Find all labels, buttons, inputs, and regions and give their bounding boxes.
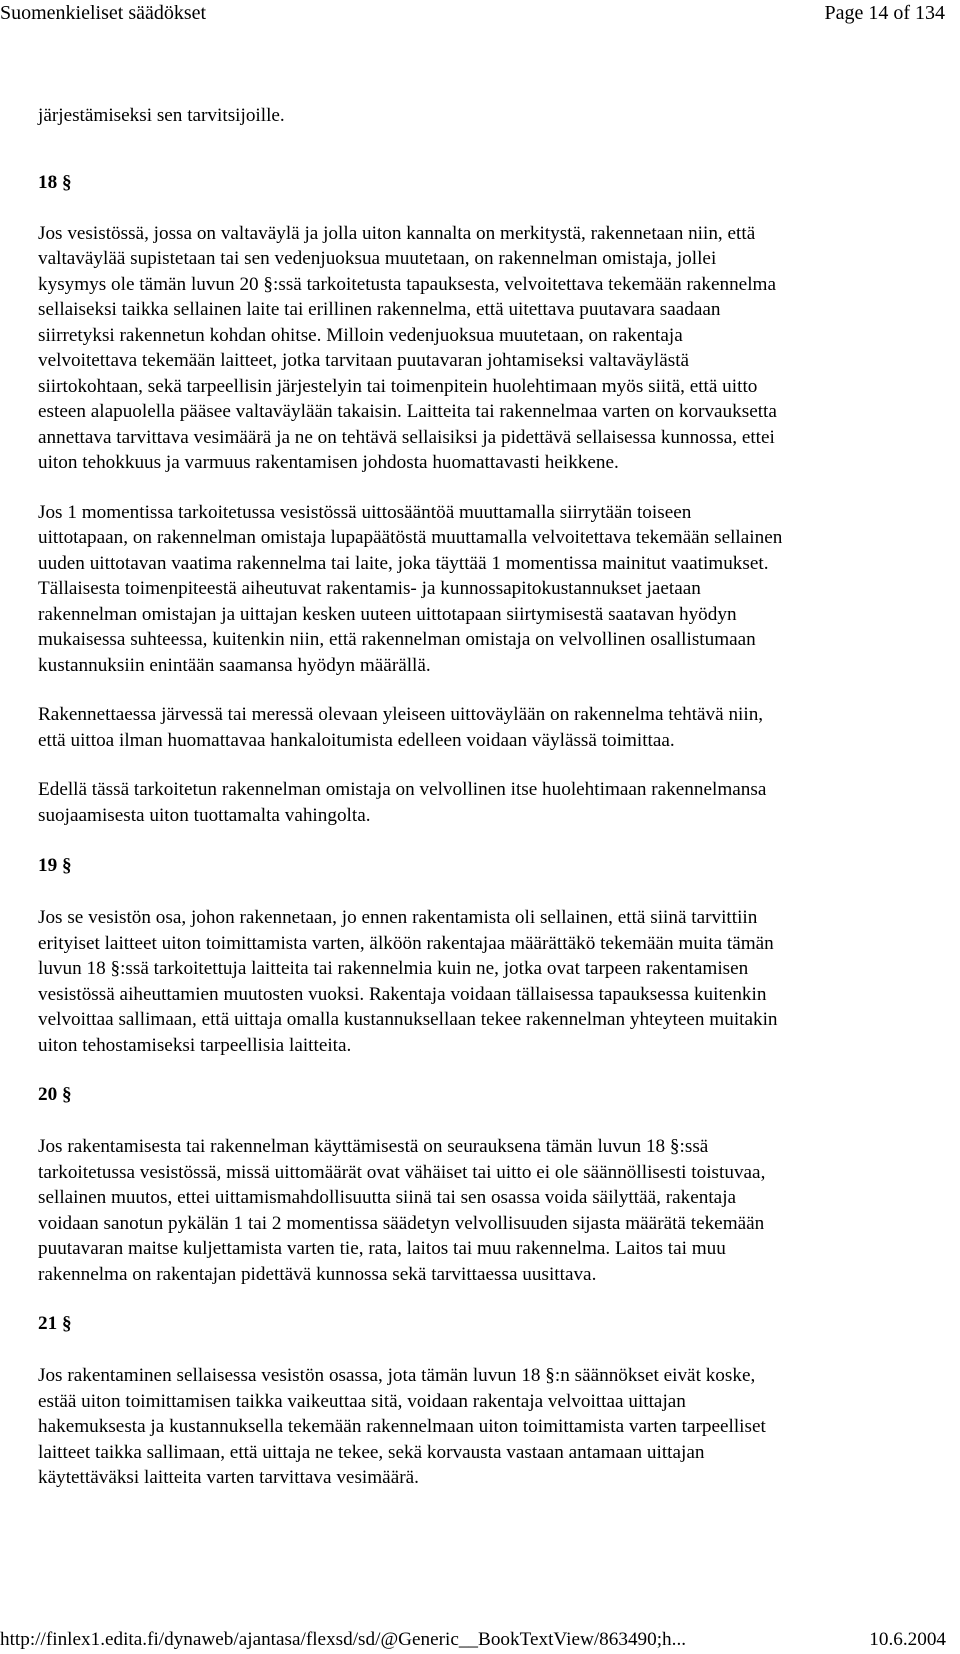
paragraph-18-1: Jos vesistössä, jossa on valtaväylä ja jolla uiton kannalta on merkitystä, rakennetaan niin, että valtaväylää supistetaan tai sen vedenjuoksua muutetaan, on rakennelman omistaja, jollei kysymys ole tämän luvun 20 §:ssä tarkoitetusta tapauksesta, velvoitettava tekemään rakennelma sellaiseksi taikka sellainen laite tai erillinen rakennelma, että uitettava puutavara saadaan siirretyksi rakennetun kohdan ohitse. Milloin vedenjuoksua muutetaan, on rakentaja velvoitettava tekemään laitteet, jotka tarvitaan puutavaran johtamiseksi valtaväylästä siirtokohtaan, sekä tarpeellisin järjestelyin tai toimenpitein huolehtimaan myös siitä, että uitto esteen alapuolella pääsee valtaväylään takaisin. Laitteita tai rakennelmaa varten on korvauksetta annettava tarvittava vesimäärä ja ne on tehtävä sellaisiksi ja pidettävä sellaisessa kunnossa, ettei uiton tehokkuus ja varmuus rakentamisen johdosta huomattavasti heikkene. bbox=[38, 222, 777, 473]
page-indicator: Page 14 of 134 bbox=[824, 2, 945, 24]
site-title: Suomenkieliset säädökset bbox=[0, 2, 207, 24]
paragraph-18-2: Jos 1 momentissa tarkoitetussa vesistössä uittosääntöä muuttamalla siirrytään toiseen uittotapaan, on rakennelman omistaja lupapäätöstä muuttamalla velvoitettava tekemään sellainen uuden uittotavan vaatima rakennelma tai laite, joka täyttää 1 momentissa mainitut vaatimukset. Tällaisesta toimenpiteestä aiheutuvat rakentamis- ja kunnossapitokustannukset jaetaan rakennelman omistajan ja uittajan kesken uuteen uittotapaan siirtymisestä saatavan hyödyn mukaisessa suhteessa, kuitenkin niin, että rakennelman omistaja on velvollinen osallistumaan kustannuksiin enintään saamansa hyödyn määrällä. bbox=[38, 501, 783, 676]
paragraph-21-1: Jos rakentaminen sellaisessa vesistön osassa, jota tämän luvun 18 §:n säännökset eivät koske, estää uiton toimittamisen taikka vaikeuttaa sitä, voidaan rakentaja velvoittaa uittajan hakemuksesta ja kustannuksella tekemään rakennelmaan uiton toimittamista varten tarpeelliset laitteet taikka sallimaan, että uittaja ne tekee, sekä korvausta vastaan antamaan uittajan käytettäväksi laitteita varten tarvittava vesimäärä. bbox=[38, 1365, 766, 1488]
page-header bbox=[0, 0, 960, 40]
section-heading-21: 21 § bbox=[38, 1313, 72, 1334]
paragraph-19-1: Jos se vesistön osa, johon rakennetaan, jo ennen rakentamista oli sellainen, että siinä tarvittiin erityiset laitteet uiton toimittamista varten, älköön rakentajaa määrättäkö tekemään muita tämän luvun 18 §:ssä tarkoitettuja laitteita tai rakennelmia kuin ne, jotka ovat tarpeen rakentamisen vesistössä aiheuttamien muutosten vuoksi. Rakentaja voidaan tällaisessa tapauksessa kuitenkin velvoittaa sallimaan, että uittaja omalla kustannuksellaan tekee rakennelman yhteyteen muitakin uiton tehostamiseksi tarpeellisia laitteita. bbox=[38, 907, 778, 1056]
paragraph-continuation: järjestämiseksi sen tarvitsijoille. bbox=[38, 105, 285, 126]
paragraph-20-1: Jos rakentamisesta tai rakennelman käyttämisestä on seurauksena tämän luvun 18 §:ssä tarkoitetussa vesistössä, missä uittomäärät ovat vähäiset tai uitto ei ole säännöllisesti toistuvaa, sellainen muutos, ettei uittamismahdollisuutta siinä tai sen osassa voida säilyttää, rakentaja voidaan sanotun pykälän 1 tai 2 momentissa säädetyn velvollisuuden sijasta määrätä tekemään puutavaran maitse kuljettamista varten tie, rata, laitos tai muu rakennelma. Laitos tai muu rakennelma on rakentajan pidettävä kunnossa sekä tarvittaessa uusittava. bbox=[38, 1136, 766, 1285]
document-body bbox=[38, 103, 950, 1491]
page-footer bbox=[0, 1627, 960, 1654]
footer-date: 10.6.2004 bbox=[869, 1629, 946, 1650]
footer-url: http://finlex1.edita.fi/dynaweb/ajantasa/flexsd/sd/@Generic__BookTextView/863490;h... bbox=[0, 1629, 687, 1650]
section-heading-18: 18 § bbox=[38, 171, 72, 193]
section-heading-20: 20 § bbox=[38, 1084, 72, 1105]
paragraph-18-3: Rakennettaessa järvessä tai meressä olevaan yleiseen uittoväylään on rakennelma tehtävä niin, että uittoa ilman huomattavaa hankaloitumista edelleen voidaan väylässä toimittaa. bbox=[38, 704, 764, 751]
paragraph-18-4: Edellä tässä tarkoitetun rakennelman omistaja on velvollinen itse huolehtimaan rakennelmansa suojaamisesta uiton tuottamalta vahingolta. bbox=[38, 779, 767, 826]
section-heading-19: 19 § bbox=[38, 855, 72, 876]
